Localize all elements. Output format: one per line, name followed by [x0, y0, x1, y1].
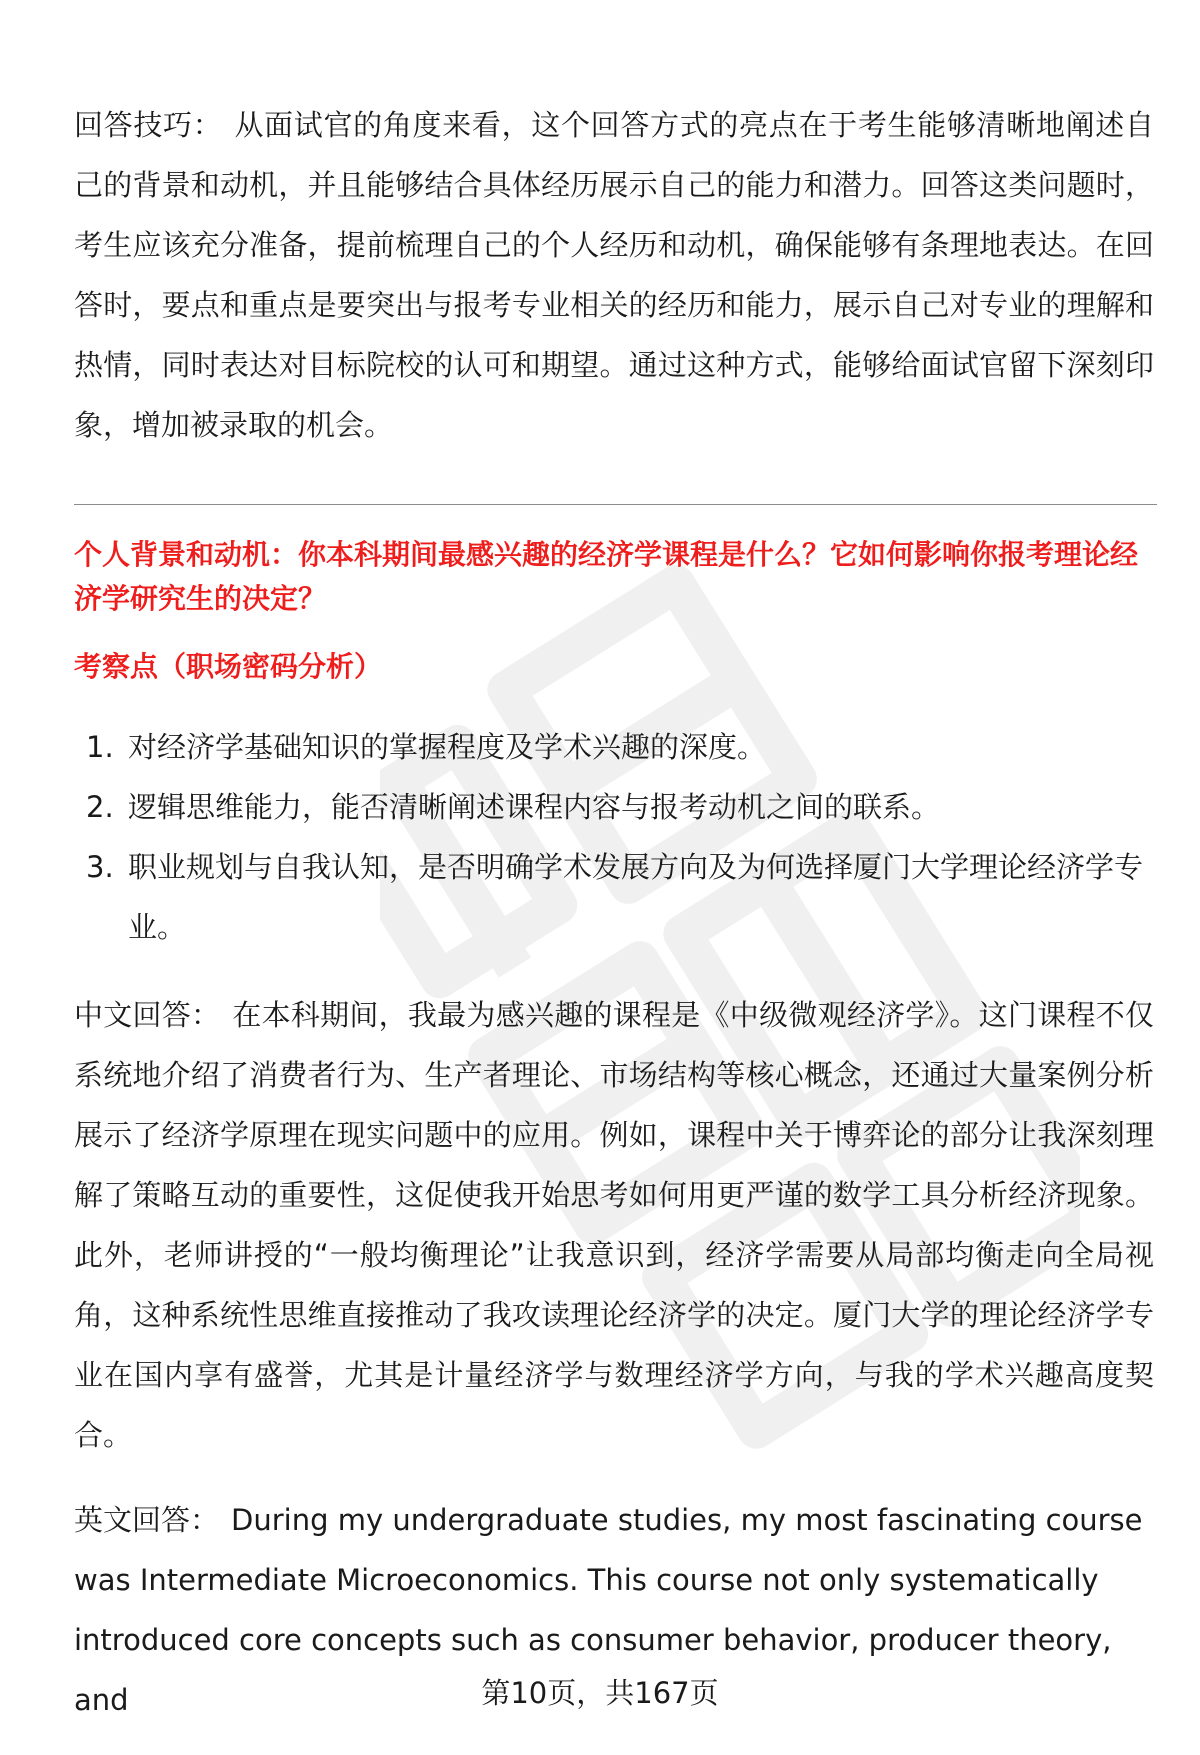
list-item — [74, 777, 1154, 837]
section-divider — [74, 504, 1157, 505]
list-item — [74, 717, 1154, 777]
chinese-answer-text: 在本科期间，我最为感兴趣的课程是《中级微观经济学》。这门课程不仅系统地介绍了消费者行为、生产者理论、市场结构等核心概念，还通过大量案例分析展示了经济学原理在现实问题中的应用。例如，课程中关于博弈论的部分让我深刻理解了策略互动的重要性，这促使我开始思考如何用更严谨的数学工具分析经济现象。此外，老师讲授的“一般均衡理论”让我意识到，经济学需要从局部均衡走向全局视角，这种系统性思维直接推动了我攻读理论经济学的决定。厦门大学的理论经济学专业在国内享有盛誉，尤其是计量经济学与数理经济学方向，与我的学术兴趣高度契合。 — [74, 998, 1154, 1452]
english-answer-text: During my undergraduate studies, my most fascinating course was Intermediate Microeconomics. This course not only systematically introduced core concepts such as consumer behavior, producer theory, and — [74, 1503, 1143, 1717]
list-item-number: 1. — [86, 730, 114, 764]
english-answer-label: 英文回答： — [74, 1503, 220, 1537]
page-number: 第10页，共167页 — [481, 1676, 719, 1710]
list-item-text: 对经济学基础知识的掌握程度及学术兴趣的深度。 — [128, 730, 767, 764]
assessment-points-list — [74, 717, 1154, 957]
assessment-points-heading: 考察点（职场密码分析） — [74, 650, 383, 683]
chinese-answer-paragraph — [74, 985, 1154, 1465]
list-item — [74, 837, 1154, 957]
list-item-text: 职业规划与自我认知，是否明确学术发展方向及为何选择厦门大学理论经济学专业。 — [128, 850, 1144, 944]
list-item-text: 逻辑思维能力，能否清晰阐述课程内容与报考动机之间的联系。 — [128, 790, 941, 824]
question-title: 个人背景和动机：你本科期间最感兴趣的经济学课程是什么？它如何影响你报考理论经济学研究生的决定？ — [74, 538, 1139, 615]
answer-tips-paragraph — [74, 95, 1154, 455]
answer-tips-text: 从面试官的角度来看，这个回答方式的亮点在于考生能够清晰地阐述自己的背景和动机，并且能够结合具体经历展示自己的能力和潜力。回答这类问题时，考生应该充分准备，提前梳理自己的个人经历和动机，确保能够有条理地表达。在回答时，要点和重点是要突出与报考专业相关的经历和能力，展示自己对专业的理解和热情，同时表达对目标院校的认可和期望。通过这种方式，能够给面试官留下深刻印象，增加被录取的机会。 — [74, 108, 1154, 442]
list-item-number: 3. — [86, 850, 114, 884]
chinese-answer-label: 中文回答： — [74, 998, 221, 1032]
answer-tips-label: 回答技巧： — [74, 108, 223, 142]
list-item-number: 2. — [86, 790, 114, 824]
